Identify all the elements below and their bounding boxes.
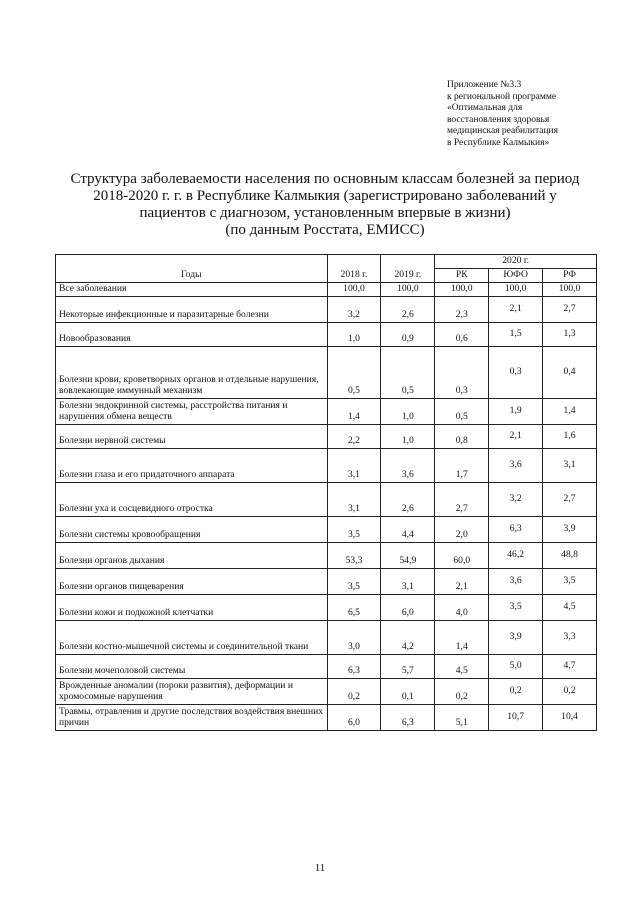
row-value: 3,5: [489, 594, 543, 620]
appendix-line: Приложение №3.3: [447, 80, 522, 90]
row-value: 3,9: [489, 620, 543, 654]
table-row: [56, 398, 597, 424]
row-value: 0,5: [435, 398, 489, 424]
row-label: Болезни костно-мышечной системы и соединительной ткани: [56, 620, 328, 654]
row-label: Болезни крови, кроветворных органов и отдельные нарушения, вовлекающие иммунный механизм: [56, 346, 328, 398]
row-value: 1,3: [543, 322, 597, 346]
table-row: [56, 594, 597, 620]
row-value: 3,2: [489, 482, 543, 516]
table-row: [56, 654, 597, 678]
row-value: 100,0: [381, 283, 435, 297]
row-value: 3,6: [489, 568, 543, 594]
header-rf: РФ: [543, 269, 597, 283]
row-value: 6,3: [381, 704, 435, 730]
table-row: [56, 542, 597, 568]
row-label: Новообразования: [56, 322, 328, 346]
row-value: 3,5: [327, 568, 381, 594]
row-value: 6,3: [489, 516, 543, 542]
table-row: [56, 346, 597, 398]
row-label: Болезни нервной системы: [56, 424, 328, 448]
header-2019: 2019 г.: [381, 255, 435, 283]
row-value: 1,7: [435, 448, 489, 482]
row-value: 3,1: [381, 568, 435, 594]
row-label: Болезни глаза и его придаточного аппарата: [56, 448, 328, 482]
row-value: 0,9: [381, 322, 435, 346]
row-value: 4,2: [381, 620, 435, 654]
row-value: 1,6: [543, 424, 597, 448]
row-value: 2,7: [543, 482, 597, 516]
row-value: 0,8: [435, 424, 489, 448]
row-value: 1,0: [381, 424, 435, 448]
title-line: Структура заболеваемости населения по основным классам болезней за период: [70, 171, 580, 187]
row-value: 54,9: [381, 542, 435, 568]
row-value: 0,3: [435, 346, 489, 398]
row-value: 3,1: [543, 448, 597, 482]
row-label: Болезни уха и сосцевидного отростка: [56, 482, 328, 516]
row-value: 2,2: [327, 424, 381, 448]
row-value: 2,7: [543, 296, 597, 322]
row-value: 3,6: [489, 448, 543, 482]
row-value: 4,4: [381, 516, 435, 542]
row-value: 3,2: [327, 296, 381, 322]
row-value: 100,0: [327, 283, 381, 297]
row-label: Травмы, отравления и другие последствия воздействия внешних причин: [56, 704, 328, 730]
table-row: [56, 516, 597, 542]
row-label: Некоторые инфекционные и паразитарные болезни: [56, 296, 328, 322]
row-value: 2,0: [435, 516, 489, 542]
row-value: 3,9: [543, 516, 597, 542]
row-value: 4,7: [543, 654, 597, 678]
row-value: 0,6: [435, 322, 489, 346]
row-value: 4,0: [435, 594, 489, 620]
table-row: [56, 482, 597, 516]
row-value: 1,4: [327, 398, 381, 424]
row-label: Болезни эндокринной системы, расстройства питания и нарушения обмена веществ: [56, 398, 328, 424]
row-label: Болезни мочеполовой системы: [56, 654, 328, 678]
morbidity-table: [55, 254, 597, 731]
row-value: 2,7: [435, 482, 489, 516]
appendix-note: [447, 80, 627, 149]
row-value: 2,6: [381, 482, 435, 516]
row-value: 1,5: [489, 322, 543, 346]
row-value: 0,2: [327, 678, 381, 704]
row-label: Болезни органов пищеварения: [56, 568, 328, 594]
table-row: [56, 448, 597, 482]
table-row: [56, 424, 597, 448]
table-row: [56, 620, 597, 654]
row-value: 1,4: [543, 398, 597, 424]
row-value: 3,1: [327, 482, 381, 516]
row-value: 0,5: [327, 346, 381, 398]
row-value: 10,7: [489, 704, 543, 730]
row-value: 1,4: [435, 620, 489, 654]
table-row: [56, 568, 597, 594]
row-value: 3,5: [543, 568, 597, 594]
row-value: 46,2: [489, 542, 543, 568]
row-value: 1,0: [381, 398, 435, 424]
row-value: 6,0: [381, 594, 435, 620]
row-value: 1,9: [489, 398, 543, 424]
row-value: 0,3: [489, 346, 543, 398]
row-value: 5,0: [489, 654, 543, 678]
row-value: 0,4: [543, 346, 597, 398]
row-value: 2,1: [489, 296, 543, 322]
row-value: 0,2: [435, 678, 489, 704]
appendix-line: «Оптимальная для: [447, 103, 523, 113]
row-label: Болезни органов дыхания: [56, 542, 328, 568]
row-label: Все заболевания: [56, 283, 328, 297]
header-rk: РК: [435, 269, 489, 283]
row-value: 53,3: [327, 542, 381, 568]
row-value: 3,5: [327, 516, 381, 542]
row-value: 10,4: [543, 704, 597, 730]
title-line: 2018-2020 г. г. в Республике Калмыкия (зарегистрировано заболеваний у: [93, 188, 557, 204]
appendix-line: восстановления здоровья: [447, 114, 550, 125]
header-yufo: ЮФО: [489, 269, 543, 283]
row-value: 4,5: [543, 594, 597, 620]
row-label: Болезни системы кровообращения: [56, 516, 328, 542]
row-value: 6,5: [327, 594, 381, 620]
row-value: 2,3: [435, 296, 489, 322]
row-value: 48,8: [543, 542, 597, 568]
appendix-line: в Республике Калмыкия»: [447, 137, 550, 148]
row-value: 60,0: [435, 542, 489, 568]
table-row: [56, 678, 597, 704]
row-value: 0,2: [543, 678, 597, 704]
header-years: Годы: [56, 255, 328, 283]
title-line: пациентов с диагнозом, установленным впервые в жизни): [139, 205, 511, 221]
row-value: 3,1: [327, 448, 381, 482]
row-value: 0,5: [381, 346, 435, 398]
row-value: 0,1: [381, 678, 435, 704]
row-value: 100,0: [543, 283, 597, 297]
row-value: 3,0: [327, 620, 381, 654]
row-value: 2,6: [381, 296, 435, 322]
appendix-line: медицинская реабилитация: [447, 126, 558, 136]
table-row: [56, 322, 597, 346]
header-2018: 2018 г.: [327, 255, 381, 283]
row-value: 100,0: [489, 283, 543, 297]
row-value: 6,3: [327, 654, 381, 678]
row-value: 2,1: [435, 568, 489, 594]
title-line: (по данным Росстата, ЕМИСС): [225, 222, 425, 238]
table-row: [56, 283, 597, 297]
table-body: [56, 283, 597, 731]
row-value: 5,7: [381, 654, 435, 678]
table-row: [56, 296, 597, 322]
page-number: 11: [314, 862, 326, 874]
header-2020-group: 2020 г.: [435, 255, 597, 269]
row-value: 2,1: [489, 424, 543, 448]
document-title: [60, 171, 590, 239]
row-value: 6,0: [327, 704, 381, 730]
appendix-line: к региональной программе: [447, 91, 557, 102]
row-value: 3,3: [543, 620, 597, 654]
row-value: 3,6: [381, 448, 435, 482]
row-value: 1,0: [327, 322, 381, 346]
table-row: [56, 704, 597, 730]
row-label: Врожденные аномалии (пороки развития), деформации и хромосомные нарушения: [56, 678, 328, 704]
row-value: 4,5: [435, 654, 489, 678]
row-label: Болезни кожи и подкожной клетчатки: [56, 594, 328, 620]
row-value: 0,2: [489, 678, 543, 704]
row-value: 5,1: [435, 704, 489, 730]
row-value: 100,0: [435, 283, 489, 297]
